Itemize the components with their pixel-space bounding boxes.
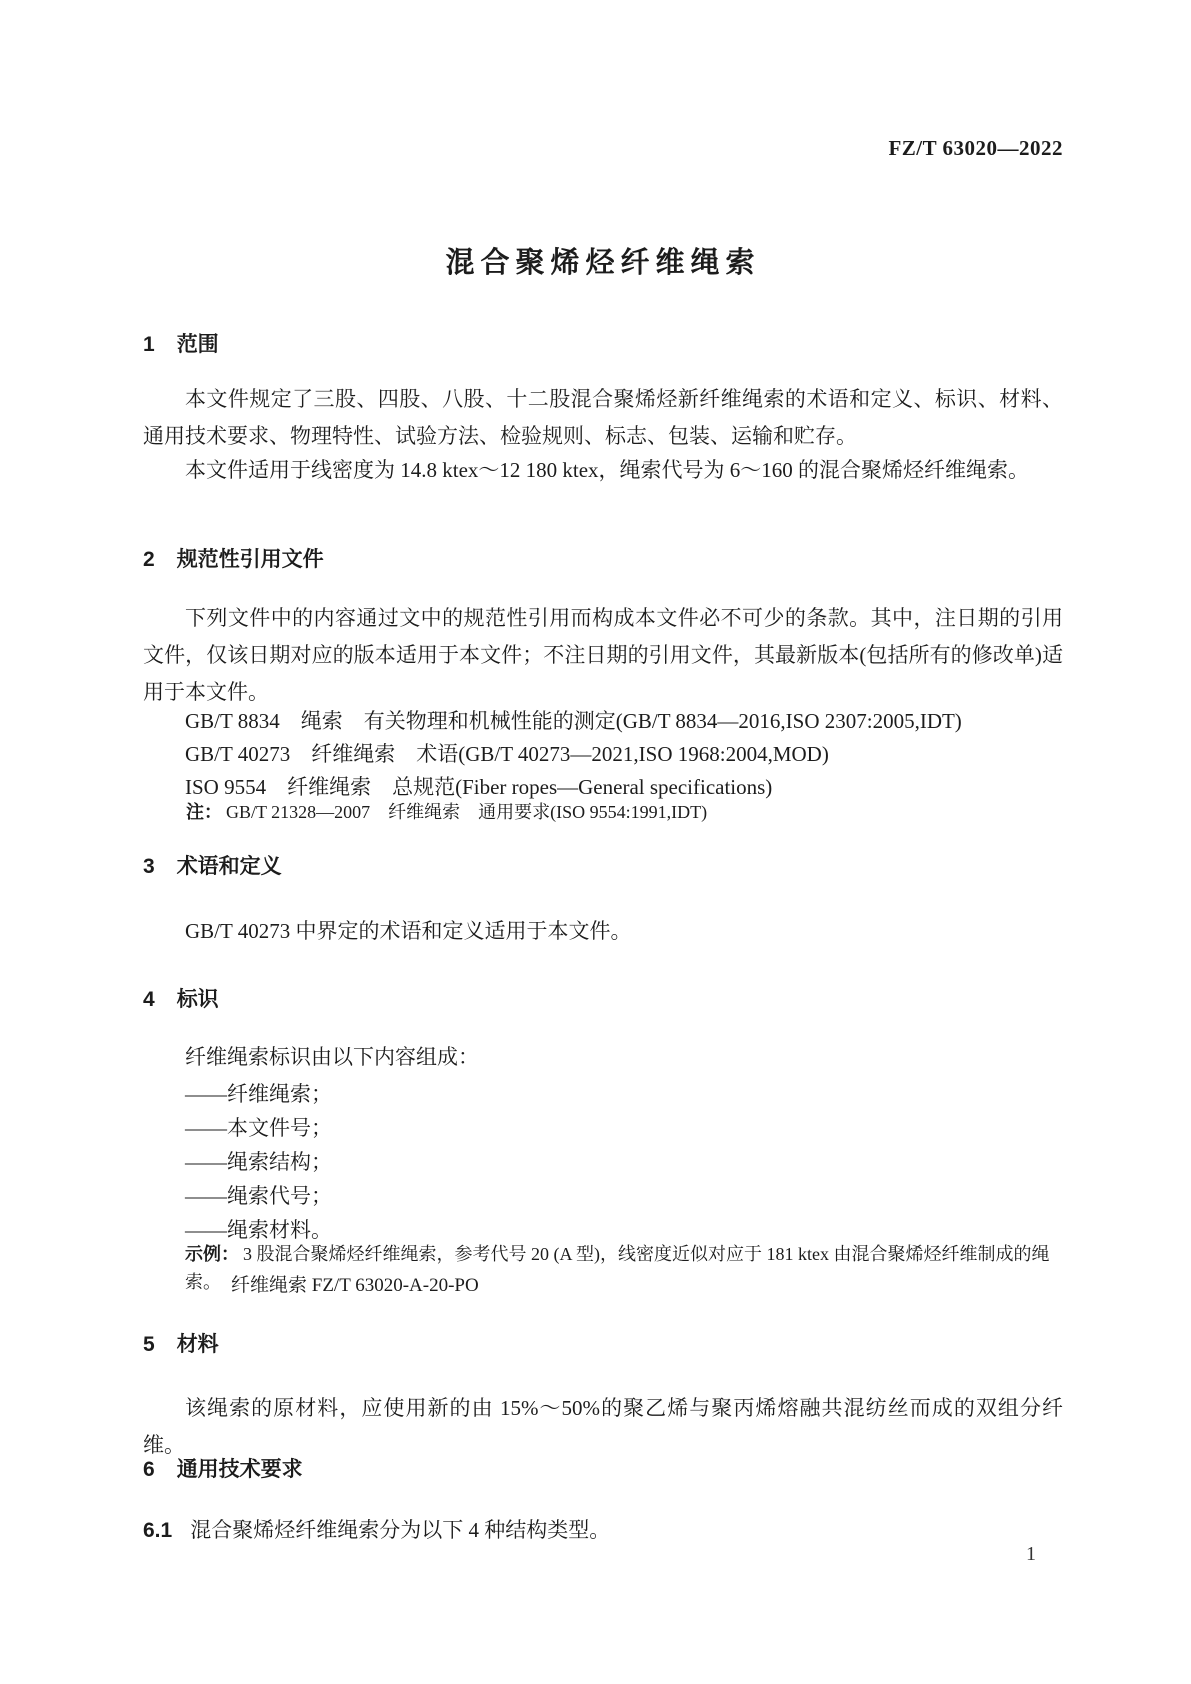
example-text: 3 股混合聚烯烃纤维绳索，参考代号 20 (A 型)，线密度近似对应于 181 ktex 由混合聚烯烃纤维制成的绳索。 [185, 1244, 1050, 1292]
list-item-rope-material: ——绳索材料。 [185, 1218, 332, 1242]
clause-6-1-text: 混合聚烯烃纤维绳索分为以下 4 种结构类型。 [190, 1518, 611, 1542]
section-6-number: 6 [143, 1458, 155, 1481]
identification-list [143, 1077, 1063, 1247]
clause-6-1 [143, 1513, 1063, 1548]
section-3-paragraph-1: GB/T 40273 中界定的术语和定义适用于本文件。 [185, 919, 632, 943]
section-5-heading [143, 1328, 1063, 1358]
list-item-rope-code: ——绳索代号； [185, 1184, 332, 1208]
section-5-paragraph-1: 该绳索的原材料，应使用新的由 15%～50%的聚乙烯与聚丙烯熔融共混纺丝而成的双组分纤维。 [143, 1396, 1063, 1457]
section-1-paragraph-2: 本文件适用于线密度为 14.8 ktex～12 180 ktex，绳索代号为 6～160 的混合聚烯烃纤维绳索。 [185, 458, 1030, 482]
reference-gbt-40273: GB/T 40273 纤维绳索 术语(GB/T 40273—2021,ISO 1968:2004,MOD) [185, 742, 829, 766]
section-1-heading [143, 328, 1063, 358]
section-3-heading [143, 850, 1063, 880]
note-text: GB/T 21328—2007 纤维绳索 通用要求(ISO 9554:1991,IDT) [226, 802, 708, 822]
page-number: 1 [1026, 1543, 1036, 1565]
identification-intro: 纤维绳索标识由以下内容组成： [185, 1045, 479, 1069]
section-2-paragraph-1: 下列文件中的内容通过文中的规范性引用而构成本文件必不可少的条款。其中，注日期的引用文件，仅该日期对应的版本适用于本文件；不注日期的引用文件，其最新版本(包括所有的修改单)适用于本文件。 [143, 606, 1063, 704]
section-4-title: 标识 [176, 988, 219, 1011]
standard-code: FZ/T 63020—2022 [888, 136, 1063, 160]
section-2-title: 规范性引用文件 [176, 548, 324, 571]
section-3-number: 3 [143, 855, 155, 878]
list-item-fiber-rope: ——纤维绳索； [185, 1082, 332, 1106]
list-item-document-number: ——本文件号； [185, 1116, 332, 1140]
document-title: 混合聚烯烃纤维绳索 [445, 247, 761, 279]
example-designation-code: 纤维绳索 FZ/T 63020-A-20-PO [231, 1275, 479, 1296]
normative-references [143, 705, 1063, 804]
section-6-heading [143, 1453, 1063, 1483]
note-label: 注： [186, 802, 222, 822]
section-1-number: 1 [143, 333, 155, 356]
section-1-paragraph-1: 本文件规定了三股、四股、八股、十二股混合聚烯烃新纤维绳索的术语和定义、标识、材料、通用技术要求、物理特性、试验方法、检验规则、标志、包装、运输和贮存。 [143, 387, 1063, 448]
section-5-number: 5 [143, 1333, 155, 1356]
reference-iso-9554: ISO 9554 纤维绳索 总规范(Fiber ropes—General specifications) [185, 775, 773, 799]
section-4-heading [143, 983, 1063, 1013]
reference-gbt-8834: GB/T 8834 绳索 有关物理和机械性能的测定(GB/T 8834—2016,ISO 2307:2005,IDT) [185, 709, 962, 733]
reference-note [143, 798, 1063, 826]
section-3-title: 术语和定义 [176, 855, 282, 878]
section-2-number: 2 [143, 548, 155, 571]
section-1-title: 范围 [176, 333, 219, 356]
clause-6-1-number: 6.1 [143, 1519, 173, 1542]
section-6-title: 通用技术要求 [176, 1458, 303, 1481]
section-5-title: 材料 [176, 1333, 219, 1356]
section-2-heading [143, 543, 1063, 573]
example-label: 示例： [185, 1244, 239, 1264]
section-4-number: 4 [143, 988, 155, 1011]
list-item-rope-structure: ——绳索结构； [185, 1150, 332, 1174]
